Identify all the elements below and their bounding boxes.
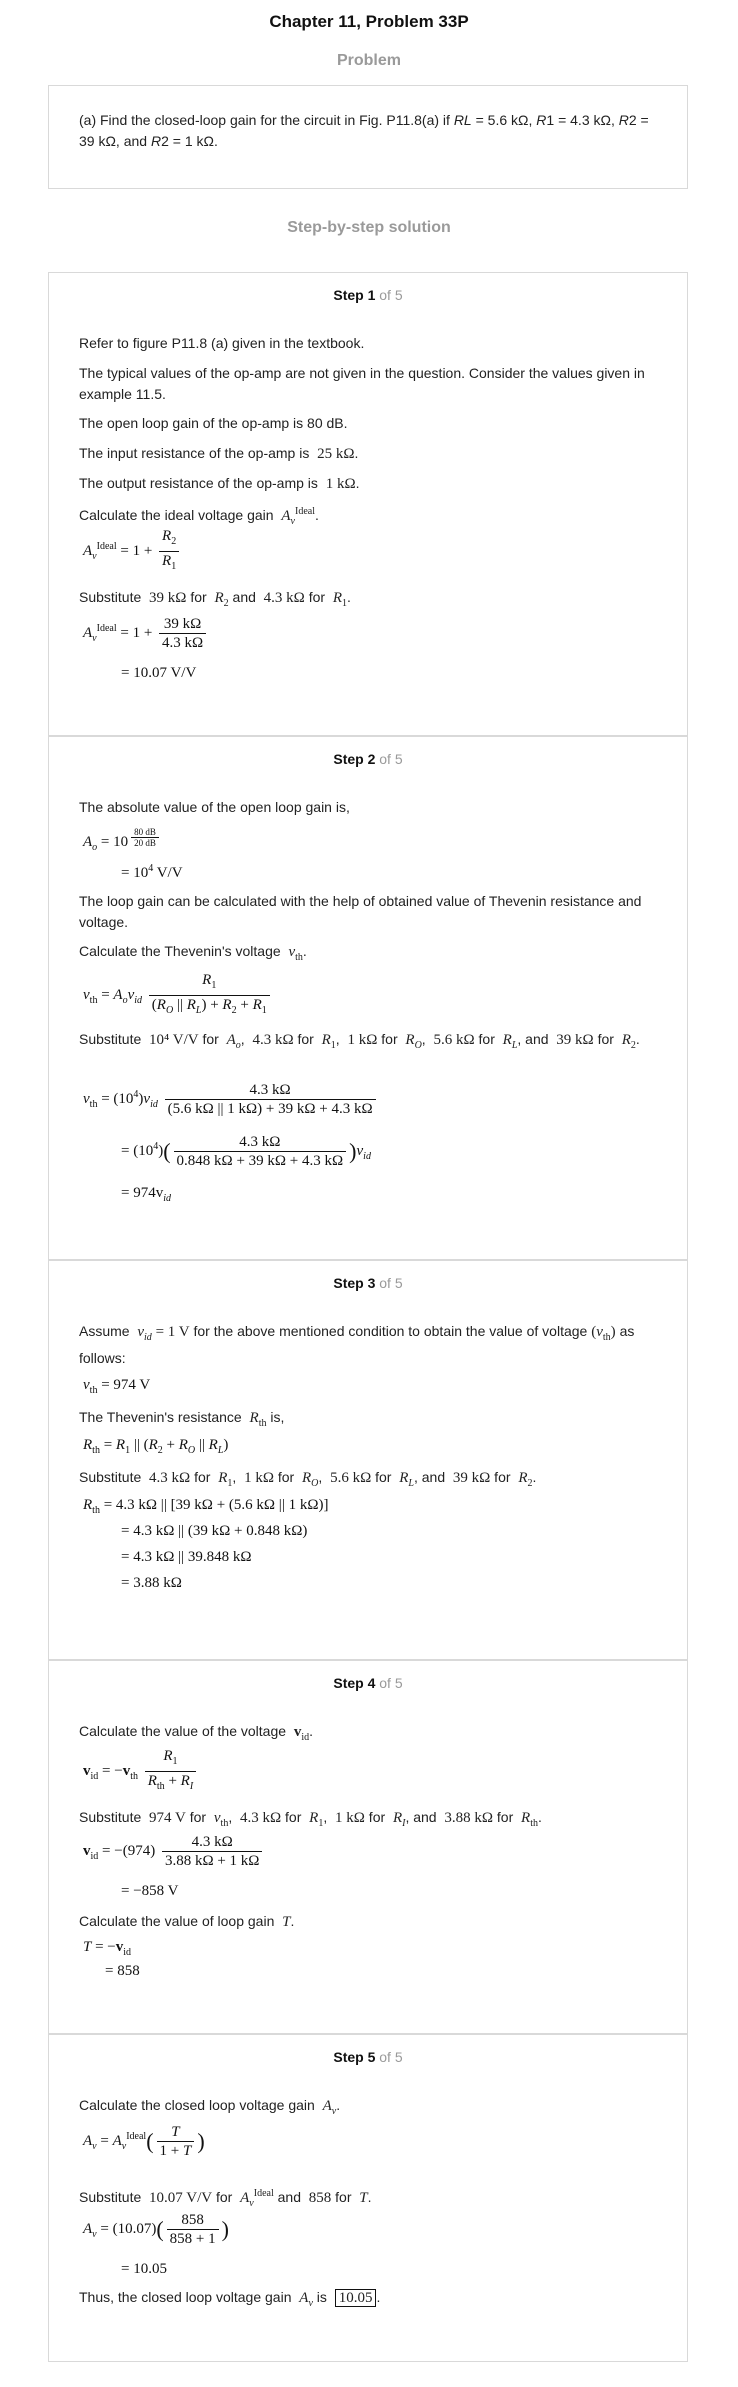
step-2-text: The loop gain can be calculated with the help of obtained value of Thevenin resistance and voltage. (79, 893, 642, 930)
step-4-result: = −858 V (121, 1883, 179, 1899)
step-3-result: = 3.88 kΩ (121, 1575, 182, 1591)
equation: = $10^4$ V/V (121, 863, 183, 881)
step-1-text: Refer to figure P11.8 (a) given in the textbook. (79, 335, 365, 351)
equation: = 4.3 kΩ || (39 kΩ + 0.848 kΩ) (121, 1523, 308, 1539)
problem-heading: Problem (336, 52, 401, 69)
step-5-result: = 10.05 (121, 2261, 167, 2277)
problem-box (48, 85, 688, 189)
step-5-text: Thus, the closed loop voltage gain $A_v$ is 10.05 . (79, 2289, 381, 2309)
equation: $A_o = 10$ $^{\frac{80 dB}{20 dB}}$ (83, 827, 162, 853)
step-1-label: Step 1 of 5 (333, 287, 403, 303)
step-1-box (48, 272, 688, 736)
step-4-box (48, 1660, 688, 2034)
step-3-text: The Thevenin's resistance $R_{th}$ is, (79, 1409, 285, 1429)
equation: = 4.3 kΩ || 39.848 kΩ (121, 1549, 252, 1565)
step-5-box (48, 2034, 688, 2362)
step-1-text: The open loop gain of the op-amp is 80 dB. (79, 415, 348, 431)
step-2-label: Step 2 of 5 (333, 751, 403, 767)
solution-heading: Step-by-step solution (287, 219, 451, 236)
step-1-text: The input resistance of the op-amp is 25 kΩ. (79, 445, 359, 462)
equation: $v_{th} = (10^4)v_{id}$ $\frac{4.3 k\Omega}{(5.6 k\Omega || 1 k\Omega) + 39 k\Omega + 4.3 k\Omega}$ (83, 1081, 379, 1118)
equation: $T = -v_{id}$ (83, 1939, 132, 1958)
page-title: Chapter 11, Problem 33P (269, 12, 469, 31)
step-3-text: Substitute 4.3 kΩ for $R_1$, 1 kΩ for $R_O$, 5.6 kΩ for $R_L$, and 39 kΩ for $R_2$. (79, 1469, 537, 1489)
step-4-label: Step 4 of 5 (333, 1675, 403, 1691)
step-2-text: Calculate the Thevenin's voltage $v_{th}$. (79, 943, 307, 963)
step-1-text: Calculate the ideal voltage gain $A_v^{Ideal}$. (79, 506, 319, 527)
equation: $v_{id} = -v_{th}$ $\frac{R_1}{R_{th} + R_I}$ (83, 1747, 199, 1796)
step-2-text: The absolute value of the open loop gain is, (79, 799, 350, 815)
step-4-text: Substitute 974 V for $v_{th}$, 4.3 kΩ for $R_1$, 1 kΩ for $R_I$, and 3.88 kΩ for $R_{th}$. (79, 1809, 542, 1829)
equation: $R_{th} = 4.3$ kΩ || [39 kΩ + (5.6 kΩ || 1 kΩ)] (83, 1497, 329, 1516)
step-1-result: = 10.07 V/V (121, 665, 197, 681)
equation: $A_v = (10.07)$( $\frac{858}{858 + 1}$ ) (83, 2212, 229, 2247)
equation: $v_{th} = A_ov_{id}$ $\frac{R_1}{(R_O || R_L) + R_2 + R_1}$ (83, 971, 273, 1020)
step-3-text: Assume $v_{id} = 1$ V for the above mentioned condition to obtain the value of voltage $(v_{th})$ as follows: (79, 1323, 635, 1366)
step-1-text: The output resistance of the op-amp is 1 kΩ. (79, 475, 360, 492)
step-2-result: = $974v_{id}$ (121, 1185, 171, 1204)
step-5-text: Calculate the closed loop voltage gain $A_v$. (79, 2097, 341, 2117)
step-4-text: Calculate the value of loop gain T. (79, 1913, 295, 1930)
final-answer: 10.05 (335, 2289, 377, 2307)
problem-text: (a) Find the closed-loop gain for the circuit in Fig. P11.8(a) if RL = 5.6 kΩ, R1 = 4.3 kΩ, R2 = 39 kΩ, and R2 = 1 kΩ. (79, 112, 649, 149)
step-5-label: Step 5 of 5 (333, 2049, 403, 2065)
step-1-text: The typical values of the op-amp are not given in the question. Consider the values given in example 11.5. (79, 365, 645, 402)
step-4-text: Calculate the value of the voltage $v_{id}$. (79, 1723, 313, 1743)
equation: $R_{th} = R_1$ || ($R_2 + R_O$ || $R_L$) (83, 1437, 229, 1456)
step-4-result: = 858 (105, 1963, 140, 1979)
equation: $A_v^{Ideal} = 1$ + $\frac{39 k\Omega}{4.3 k\Omega}$ (83, 615, 209, 652)
step-3-label: Step 3 of 5 (333, 1275, 403, 1291)
step-2-box (48, 736, 688, 1260)
step-1-text: Substitute 39 kΩ for $R_2$ and 4.3 kΩ for $R_1$. (79, 589, 351, 609)
equation: $A_v^{Ideal} = 1$ + $\frac{R_2}{R_1}$ (83, 527, 182, 576)
equation: $v_{id} = -(974)$ $\frac{4.3 k\Omega}{3.88 k\Omega + 1 k\Omega}$ (83, 1833, 265, 1870)
step-3-box (48, 1260, 688, 1660)
step-5-text: Substitute 10.07 V/V for $A_v^{Ideal}$ and 858 for T. (79, 2188, 372, 2209)
equation: = $(10^4)$( $\frac{4.3 k\Omega}{0.848 k\Omega + 39 k\Omega + 4.3 k\Omega}$ )$v_{id}$ (121, 1134, 371, 1169)
equation: $v_{th} = 974$ V (83, 1377, 151, 1396)
step-2-text: Substitute 10⁴ V/V for $A_o$, 4.3 kΩ for $R_1$, 1 kΩ for $R_O$, 5.6 kΩ for $R_L$, and 39 kΩ for $R_2$. (79, 1031, 640, 1051)
equation: $A_v = A_v^{Ideal}$( $\frac{T}{1 + T}$ ) (83, 2124, 205, 2159)
